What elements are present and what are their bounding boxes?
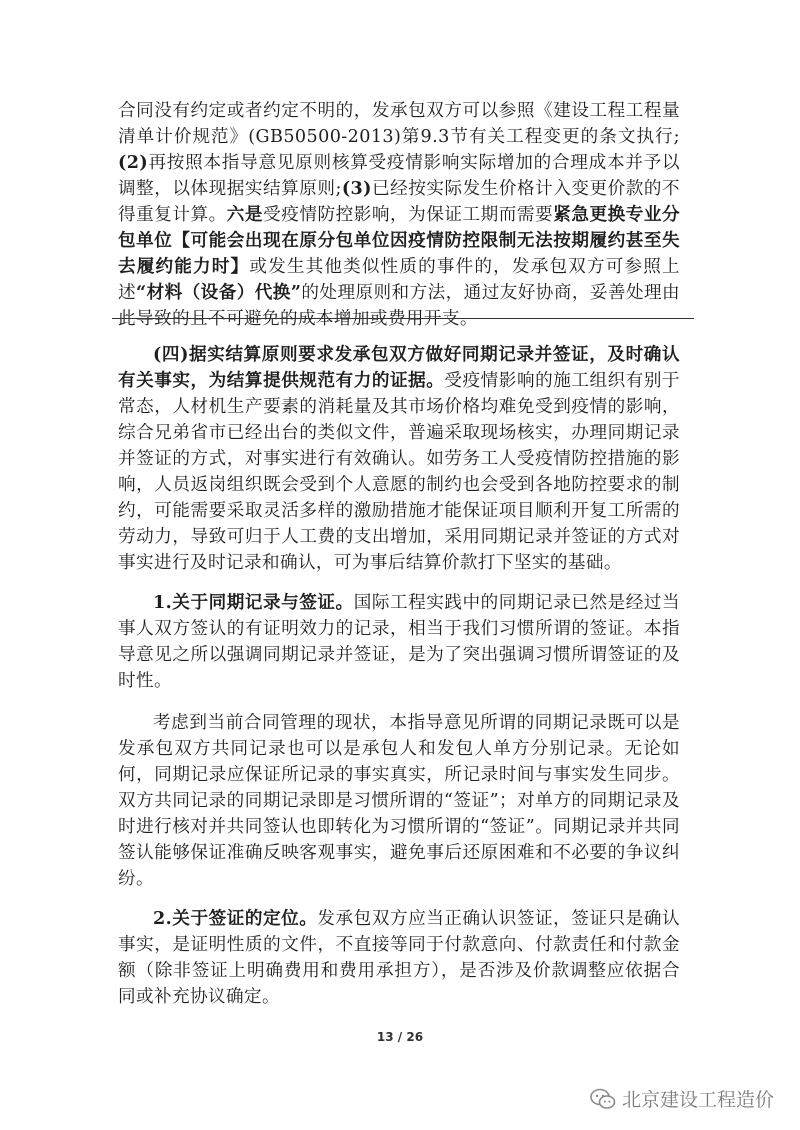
p1-bold-subcontractor: 紧急更换专业分包单位【可能会出现在原分包单位因疫情防控限制无法按期履约甚至失去履约能力时】 — [118, 204, 680, 277]
p3-body: 国际工程实践中的同期记录已然是经过当事人双方签认的有证明效力的记录，相当于我们习惯所谓的签证。本指导意见之所以强调同期记录并签证，是为了突出强调习惯所谓签证的及时性。 — [118, 593, 681, 691]
p1-marker-2: (2) — [118, 152, 149, 173]
p1-text-c: 再按照本指导意见原则核算受疫情影响实际增加的合理成本并予以调整，以体现据实结算原则; — [118, 153, 680, 199]
paragraph-3 — [118, 590, 680, 694]
p5-body: 发承包双方应当正确认识签证，签证只是确认事实，是证明性质的文件，不直接等同于付款意向、付款责任和付款金额（除非签证上明确费用和费用承担方），是否涉及价款调整应依据合同或补充协议确定。 — [118, 909, 680, 1007]
horizontal-rule — [112, 318, 694, 319]
watermark-text: 北京建设工程造价 — [621, 1089, 774, 1111]
p1-text-i: 或发生其他类似性质的事件的，发承包双方可参照上述 — [118, 257, 680, 303]
page-number: 13 / 26 — [376, 1030, 424, 1044]
wechat-icon — [590, 1088, 616, 1110]
p1-bold-six: 六是 — [226, 204, 264, 225]
p1-text-k: 的处理原则和方法，通过友好协商，妥善处理由此导致的且不可避免的成本增加或费用开支。 — [118, 283, 680, 329]
paragraph-2 — [118, 342, 680, 576]
p1-text-e: 已经按实际发生价格计入变更价款的不得重复计算。 — [118, 179, 680, 225]
p1-text-g: 受疫情防控影响，为保证工期而需要 — [263, 205, 554, 225]
paragraph-1 — [118, 98, 680, 332]
paragraph-4 — [118, 710, 680, 892]
p1-bold-material: “材料（设备）代换” — [136, 282, 302, 303]
paragraph-5 — [118, 906, 680, 1010]
p5-heading: 2.关于签证的定位。 — [153, 908, 318, 929]
p3-heading: 1.关于同期记录与签证。 — [153, 592, 354, 613]
p1-marker-3: (3) — [341, 178, 372, 199]
p2-body: 受疫情影响的施工组织有别于常态，人材机生产要素的消耗量及其市场价格均难免受到疫情的影响，综合兄弟省市已经出台的类似文件，普遍采取现场核实，办理同期记录并签证的方式，对事实进行有效确认。如劳务工人受疫情防控措施的影响，人员返岗组织既会受到个人意愿的制约也会受到各地防控要求的制约，可能需要采取灵活多样的激励措施才能保证项目顺利开复工所需的劳动力，导致可归于人工费的支出增加，采用同期记录并签证的方式对事实进行及时记录和确认，可为事后结算价款打下坚实的基础。 — [118, 371, 681, 573]
watermark — [590, 1085, 774, 1112]
p4-body: 考虑到当前合同管理的现状，本指导意见所谓的同期记录既可以是发承包双方共同记录也可以是承包人和发包人单方分别记录。无论如何，同期记录应保证所记录的事实真实，所记录时间与事实发生同步。双方共同记录的同期记录即是习惯所谓的“签证”；对单方的同期记录及时进行核对并共同签认也即转化为习惯所谓的“签证”。同期记录并共同签认能够保证准确反映客观事实，避免事后还原困难和不必要的争议纠纷。 — [118, 713, 680, 889]
p2-heading: (四)据实结算原则要求发承包双方做好同期记录并签证，及时确认有关事实，为结算提供规范有力的证据。 — [118, 344, 680, 391]
p1-text-a: 合同没有约定或者约定不明的，发承包双方可以参照《建设工程工程量清单计价规范》(GB50500-2013)第9.3节有关工程变更的条文执行; — [118, 101, 680, 147]
